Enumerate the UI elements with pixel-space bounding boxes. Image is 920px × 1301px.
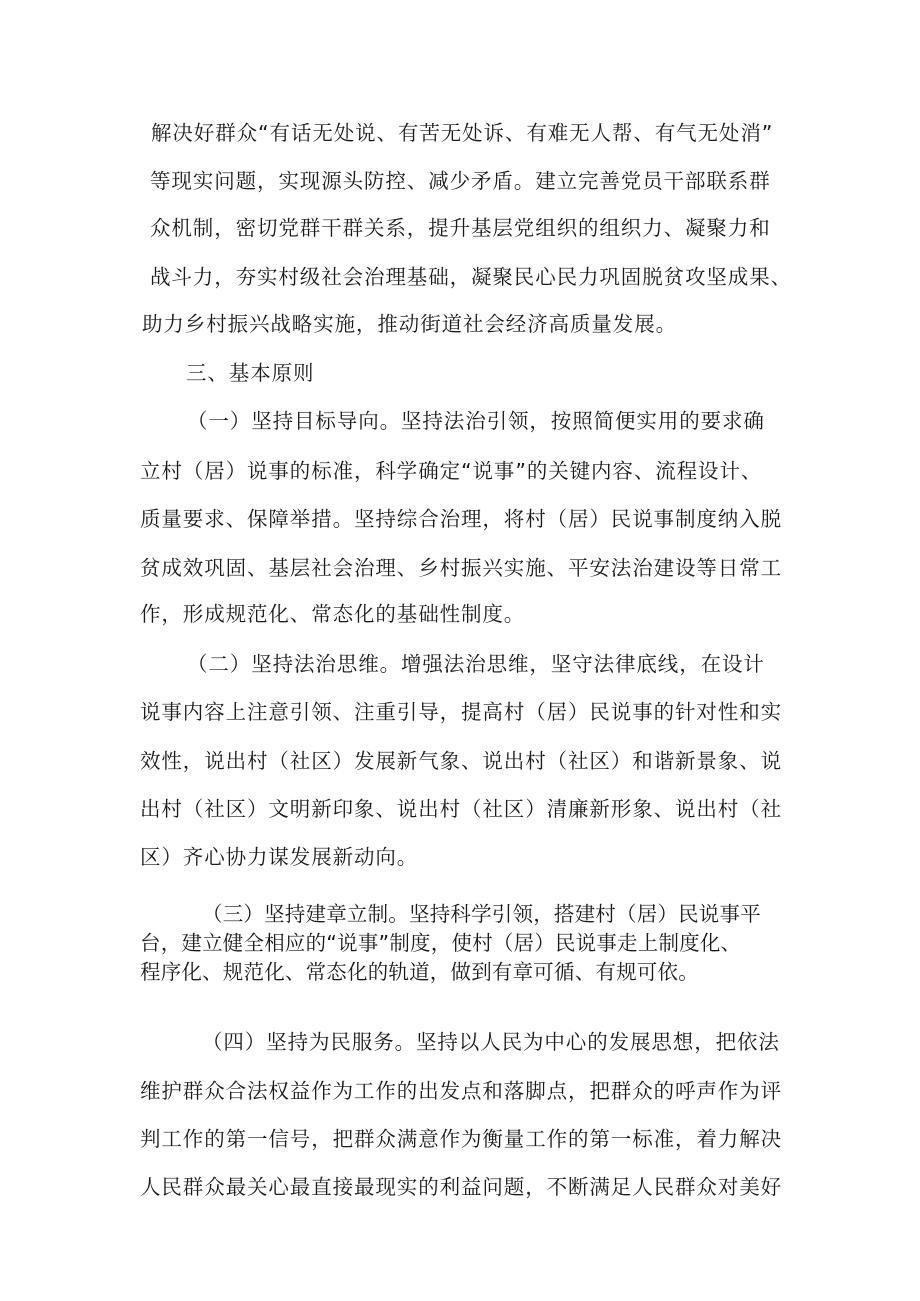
text-line: 助力乡村振兴战略实施，推动街道社会经济高质量发展。 [142, 312, 677, 336]
text-line: （一）坚持目标导向。坚持法治引领，按照简便实用的要求确 [187, 409, 765, 433]
text-line: 立村（居）说事的标准，科学确定“说事”的关键内容、流程设计、 [140, 459, 763, 483]
text-line: 质量要求、保障举措。坚持综合治理，将村（居）民说事制度纳入脱 [140, 507, 782, 531]
text-line: 作，形成规范化、常态化的基础性制度。 [140, 602, 526, 626]
text-line: 战斗力，夯实村级社会治理基础，凝聚民心民力巩固脱贫攻坚成果、 [150, 265, 792, 289]
text-line: 贫成效巩固、基层社会治理、乡村振兴实施、平安法治建设等日常工 [140, 556, 782, 580]
section-heading: 三、基本原则 [186, 361, 315, 385]
text-line: 维护群众合法权益作为工作的出发点和落脚点，把群众的呼声作为评 [140, 1079, 782, 1103]
text-line: 说事内容上注意引领、注重引导，提高村（居）民说事的针对性和实 [140, 700, 782, 724]
text-line: 人民群众最关心最直接最现实的利益问题，不断满足人民群众对美好 [140, 1175, 782, 1199]
text-line: 解决好群众“有话无处说、有苦无处诉、有难无人帮、有气无处消” [151, 121, 774, 145]
text-line: 出村（社区）文明新印象、说出村（社区）清廉新形象、说出村（社 [140, 797, 782, 821]
text-line: 判工作的第一信号，把群众满意作为衡量工作的第一标准，着力解决 [140, 1127, 782, 1151]
text-line: （三）坚持建章立制。坚持科学引领，搭建村（居）民说事平 [202, 902, 761, 926]
text-line: 效性，说出村（社区）发展新气象、说出村（社区）和谐新景象、说 [140, 749, 782, 773]
text-line: 等现实问题，实现源头防控、减少矛盾。建立完善党员干部联系群 [150, 169, 771, 193]
text-line: （四）坚持为民服务。坚持以人民为中心的发展思想，把依法 [202, 1030, 780, 1054]
text-line: 台，建立健全相应的“说事”制度，使村（居）民说事走上制度化、 [140, 931, 742, 955]
text-line: （二）坚持法治思维。增强法治思维，坚守法律底线，在设计 [187, 652, 765, 676]
text-line: 程序化、规范化、常态化的轨道，做到有章可循、有规可依。 [140, 960, 699, 984]
text-line: 区）齐心协力谋发展新动向。 [140, 845, 419, 869]
text-line: 众机制，密切党群干群关系，提升基层党组织的组织力、凝聚力和 [150, 216, 771, 240]
